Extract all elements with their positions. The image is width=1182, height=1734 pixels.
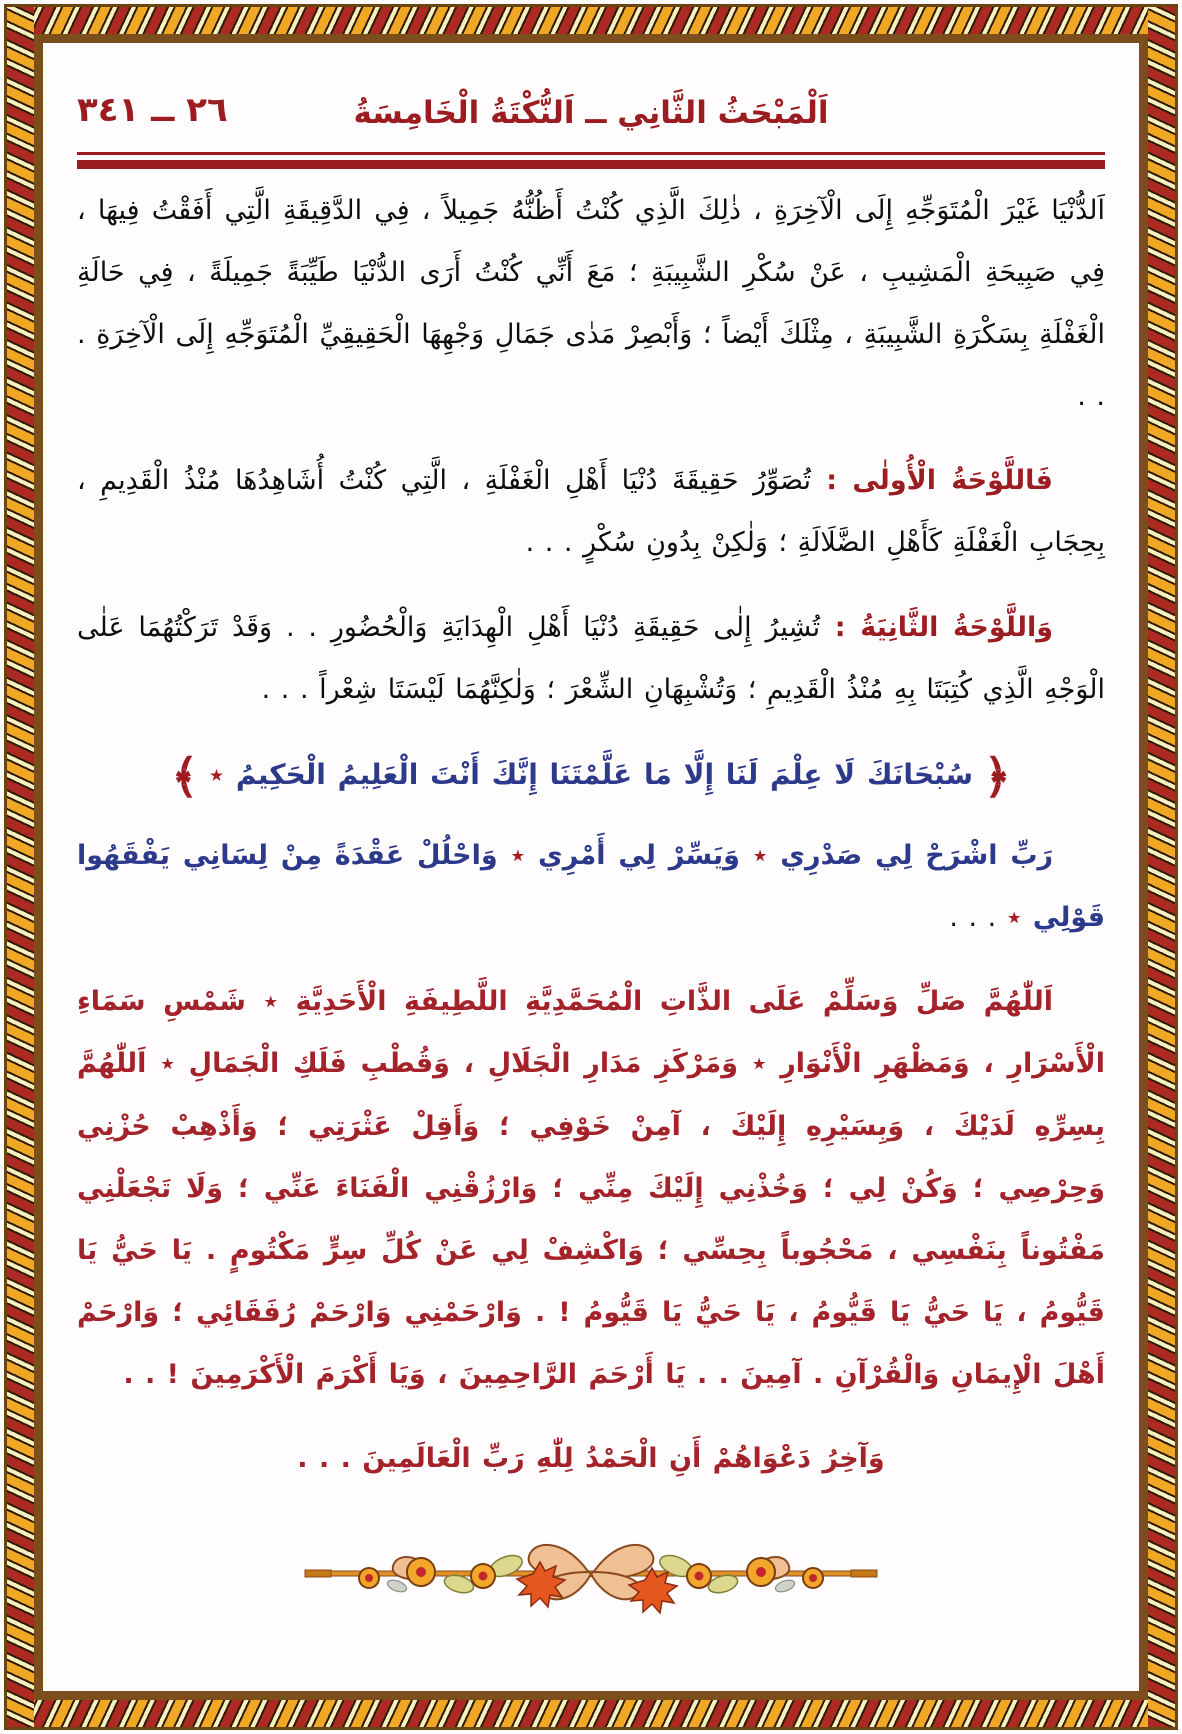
paragraph-dua [77, 825, 1105, 949]
verse-rosette-icon: ٭ [160, 1048, 175, 1080]
footer-ornament [77, 1534, 1105, 1641]
border-chain-right [1148, 7, 1175, 1727]
verse-rosette-icon: ٭ [751, 1048, 767, 1080]
salawat-text: اَللّٰهُمَّ صَلِّ وَسَلِّمْ عَلَى الذَّاتِ الْمُحَمَّدِيَّةِ اللَّطِيفَةِ الْأَحَدِيَّةِ ٭ شَمْسِ سَمَاءِ الْأَسْرَارِ ، وَمَظْهَرِ الْأَنْوَارِ ٭ وَمَرْكَزِ مَدَارِ الْجَلَالِ ، وَقُطْبِ فَلَكِ الْجَمَالِ ٭ اَللّٰهُمَّ بِسِرِّهِ لَدَيْكَ ، وَبِسَيْرِهِ إِلَيْكَ ، آمِنْ خَوْفِي ؛ وَأَقِلْ عَثْرَتِي ؛ وَأَذْهِبْ حُزْنِي وَحِرْصِي ؛ وَكُنْ لِي ؛ وَخُذْنِي إِلَيْكَ مِنِّي ؛ وَارْزُقْنِي الْفَنَاءَ عَنِّي ؛ وَلَا تَجْعَلْنِي مَفْتُوناً بِنَفْسِي ، مَحْجُوباً بِحِسِّي ؛ وَاكْشِفْ لِي عَنْ كُلِّ سِرٍّ مَكْتُومٍ . يَا حَيُّ يَا قَيُّومُ ، يَا حَيُّ يَا قَيُّومُ ، يَا حَيُّ يَا قَيُّومُ ! . وَارْحَمْنِي وَارْحَمْ رُفَقَائِي ؛ وَارْحَمْ أَهْلَ الْإِيمَانِ وَالْقُرْآنِ . آمِينَ . . يَا أَرْحَمَ الرَّاحِمِينَ ، وَيَا أَكْرَمَ الْأَكْرَمِينَ ! . . [77, 986, 1105, 1390]
first-tableau-text: تُصَوِّرُ حَقِيقَةَ دُنْيَا أَهْلِ الْغَفْلَةِ ، الَّتِي كُنْتُ أُشَاهِدُهَا مُنْذُ الْقَدِيمِ ، بِحِجَابِ الْغَفْلَةِ كَأَهْلِ الضَّلَالَةِ ؛ وَلٰكِنْ بِدُونِ سُكْرٍ . . . [77, 465, 1105, 559]
second-tableau-text: تُشِيرُ إِلٰى حَقِيقَةِ دُنْيَا أَهْلِ الْهِدَايَةِ وَالْحُضُورِ . . وَقَدْ تَرَكْتُهُمَا عَلٰى الْوَجْهِ الَّذِي كُتِبَتَا بِهِ مُنْذُ الْقَدِيمِ ؛ وَتُشْبِهَانِ الشِّعْرَ ؛ وَلٰكِنَّهُمَا لَيْسَتَا شِعْراً . . . [77, 611, 1105, 705]
first-tableau-label: فَاللَّوْحَةُ الْأُولٰى : [811, 465, 1053, 497]
paragraph-first-tableau [77, 450, 1105, 574]
quran-verse [77, 743, 1105, 807]
page-title: اَلْمَبْحَثُ الثَّانِي ــ اَلنُّكْتَةُ الْخَامِسَةُ [353, 95, 829, 131]
verse-rosette-icon: ٭ [510, 840, 526, 872]
verse-rosette-icon: ٭ [752, 840, 768, 872]
page-number: ٢٦ ــ ٣٤١ [77, 90, 228, 130]
ornate-close-bracket-icon: ﴾ [171, 748, 199, 803]
verse-rosette-icon: ٭ [208, 757, 225, 791]
dua-text: رَبِّ اشْرَحْ لِي صَدْرِي ٭ وَيَسِّرْ لِي أَمْرِي ٭ وَاحْلُلْ عَقْدَةً مِنْ لِسَانِي يَفْقَهُوا قَوْلِي ٭ [77, 840, 1105, 934]
border-chain-bottom [7, 1700, 1175, 1727]
paragraph-dunya [77, 180, 1105, 428]
page-header [77, 82, 1105, 144]
paragraph-dunya-text: اَلدُّنْيَا غَيْرَ الْمُتَوَجِّهِ إِلَى الْآخِرَةِ ، ذٰلِكَ الَّذِي كُنْتُ أَظُنُّهُ جَمِيلاً ، فِي الدَّقِيقَةِ الَّتِي أَفَقْتُ فِيهَا ، فِي صَبِيحَةِ الْمَشِيبِ ، عَنْ سُكْرِ الشَّبِيبَةِ ؛ مَعَ أَنِّي كُنْتُ أَرَى الدُّنْيَا طَيِّبَةً جَمِيلَةً ، فِي حَالَةِ الْغَفْلَةِ بِسَكْرَةِ الشَّبِيبَةِ ، مِثْلَكَ أَيْضاً ؛ وَأَبْصِرْ مَدٰى جَمَالِ وَجْهِهَا الْحَقِيقِيِّ الْمُتَوَجِّهِ إِلَى الْآخِرَةِ . . . [77, 195, 1105, 413]
second-tableau-label: وَاللَّوْحَةُ الثَّانِيَةُ : [820, 611, 1054, 643]
dua-ellipsis: . . . [949, 902, 1007, 934]
header-divider [77, 152, 1105, 169]
floral-divider-icon [301, 1534, 881, 1618]
border-chain-left [7, 7, 34, 1727]
quran-verse-text: سُبْحَانَكَ لَا عِلْمَ لَنَا إِلَّا مَا عَلَّمْتَنَا إِنَّكَ أَنْتَ الْعَلِيمُ الْحَكِيمُ ٭ [208, 757, 974, 791]
page-body [77, 180, 1105, 1688]
border-chain-top [7, 7, 1175, 34]
paragraph-salawat [77, 971, 1105, 1406]
verse-rosette-icon: ٭ [1006, 902, 1022, 934]
closing-line: وَآخِرُ دَعْوَاهُمْ أَنِ الْحَمْدُ لِلّٰهِ رَبِّ الْعَالَمِينَ . . . [297, 1442, 885, 1474]
verse-rosette-icon: ٭ [263, 986, 279, 1018]
ornate-open-bracket-icon: ﴿ [983, 748, 1011, 803]
paragraph-second-tableau [77, 597, 1105, 721]
